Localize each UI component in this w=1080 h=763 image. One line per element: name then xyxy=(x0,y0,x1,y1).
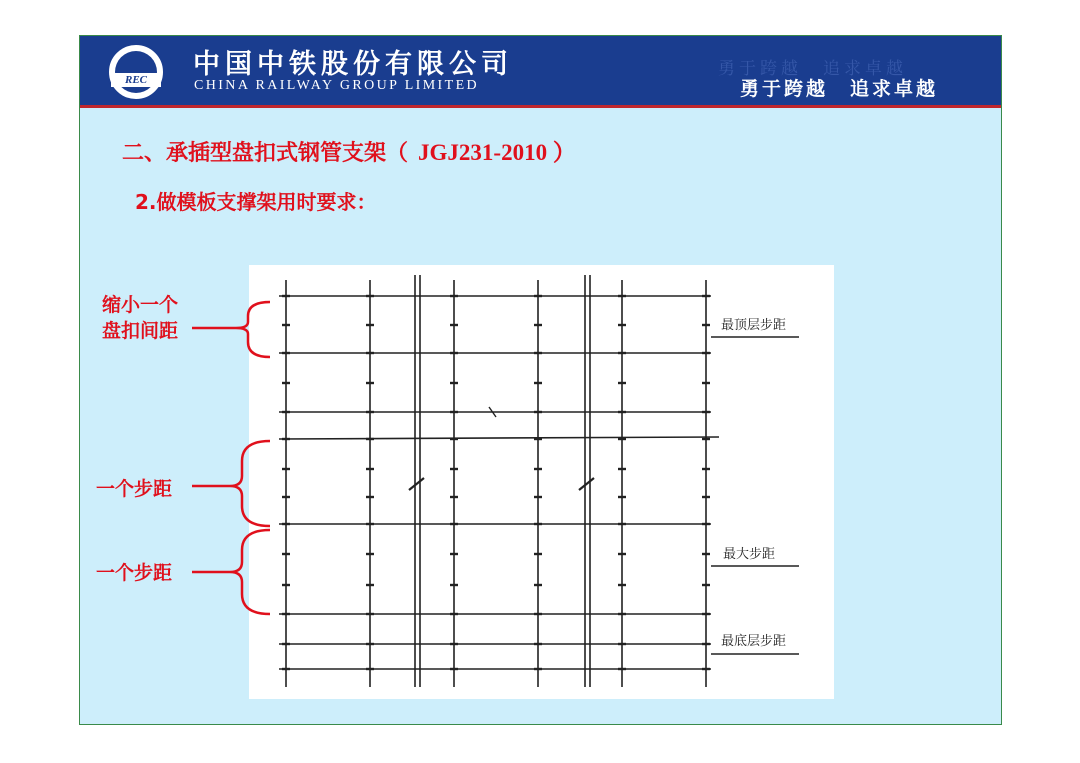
brace-hint xyxy=(409,478,424,490)
brace-hint xyxy=(579,478,594,490)
section-title xyxy=(122,134,576,167)
company-name-cn: 中国中铁股份有限公司 xyxy=(193,49,513,80)
sub-title: 2.做模板支撑架用时要求： xyxy=(135,190,377,214)
header-bar xyxy=(80,36,1001,108)
slogan xyxy=(740,74,960,101)
label-shrink-line2: 盘扣间距 xyxy=(102,320,179,342)
slogan-part-1: 勇于跨越 xyxy=(740,78,829,100)
slogan-part-2: 追求卓越 xyxy=(850,78,939,100)
label-shrink-line1: 缩小一个 xyxy=(102,294,179,316)
label-step-2: 一个步距 xyxy=(96,562,173,584)
section-title-text: 二、承插型盘扣式钢管支架（ xyxy=(122,141,409,166)
label-shrink xyxy=(102,292,178,344)
company-name-en: CHINA RAILWAY GROUP LIMITED xyxy=(194,78,480,93)
annotation-max-step: 最大步距 xyxy=(723,547,776,562)
company-logo xyxy=(107,43,165,101)
slide xyxy=(79,35,1002,725)
scaffold-drawing xyxy=(249,265,834,699)
standard-code: JGJ231-2010 ） xyxy=(418,140,576,165)
slogan-watermark: 勇于跨越 追求卓越 xyxy=(718,59,907,79)
annotation-bottom-step: 最底层步距 xyxy=(721,634,787,649)
annotation-top-step: 最顶层步距 xyxy=(721,318,787,333)
logo-text: REC xyxy=(111,73,161,87)
scaffold-diagram xyxy=(249,265,834,699)
ledger-line xyxy=(279,437,719,439)
label-step-1: 一个步距 xyxy=(96,478,173,500)
